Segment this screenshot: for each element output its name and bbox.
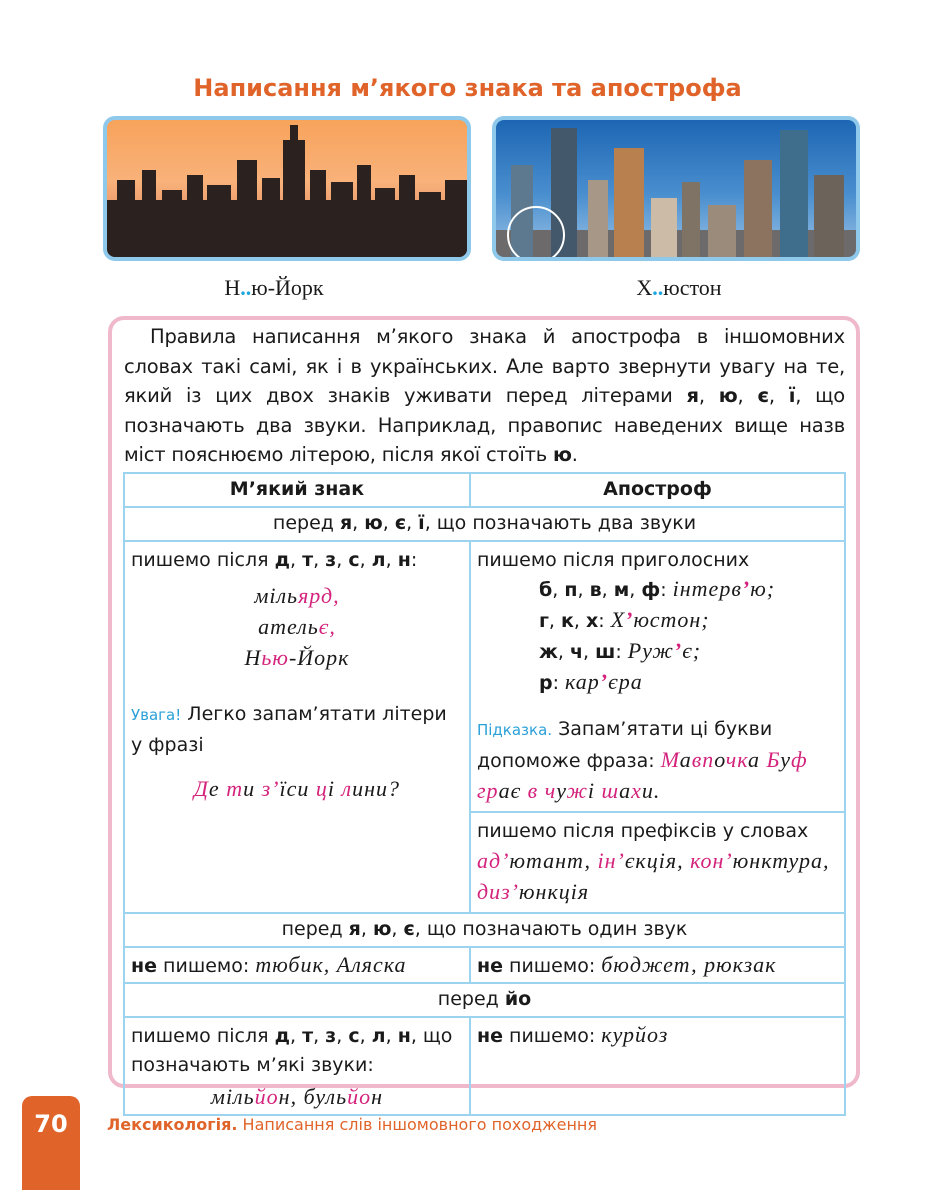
- example-new-york: Нью-Йорк: [244, 645, 350, 670]
- houston-caption: Х..юстон: [636, 275, 722, 300]
- footer-section: Лексикологія.: [107, 1115, 238, 1134]
- apostrophe-line-bpvmf: б, п, в, м, ф: інтерв’ю;: [538, 576, 776, 601]
- one-sound-row: перед я, ю, є, що позначають один звук: [124, 913, 845, 947]
- apostrophe-prefix-cell: пишемо після префіксів у словах ад’ютант, ін’єкція, кон’юнктура, диз’юнкція: [470, 812, 845, 913]
- hint-phrase: Мавпочка Буф грає в чужі шахи.: [476, 747, 808, 803]
- soft-sign-header: М’який знак: [124, 473, 470, 507]
- no-apostrophe-cell: не пишемо: бюджет, рюкзак: [470, 947, 845, 983]
- intro-paragraph: Правила написання м’якого знака й апострофа в іншомовних словах такі самі, як і в українських. Але варто звернути увагу на те, який із цих двох знаків уживати перед літерами я, ю, є, ї, що позначають два звуки. Наприклад, правопис наведених вище назв міст пояснюємо літерою, після якої стоїть ю.: [124, 325, 845, 466]
- apostrophe-line-zhchsh: ж, ч, ш: Руж’є;: [538, 638, 702, 663]
- attention-note: Увага! Легко запам’ятати літери у фразі: [131, 703, 447, 756]
- mnemonic-phrase: Де ти з’їси ці лини?: [193, 776, 401, 801]
- rules-table: [123, 472, 846, 1116]
- example-atelye: ательє,: [258, 614, 336, 639]
- yo-apostrophe-cell: не пишемо: курйоз: [470, 1017, 845, 1115]
- no-soft-sign-cell: не пишемо: тюбик, Аляска: [124, 947, 470, 983]
- apostrophe-line-r: р: кар’єра: [538, 669, 643, 694]
- example-milyard: мільярд,: [254, 583, 340, 608]
- yo-soft-sign-cell: пишемо після д, т, з, с, л, н, що позначають м’які звуки: мільйон, бульйон: [124, 1017, 470, 1115]
- two-sounds-row: перед я, ю, є, ї, що позначають два звуки: [124, 507, 845, 541]
- running-footer: [107, 1115, 597, 1134]
- yo-examples: мільйон, бульйон: [210, 1084, 384, 1109]
- apostrophe-line-gkh: г, к, х: Х’юстон;: [538, 607, 710, 632]
- footer-topic: Написання слів іншомовного походження: [237, 1115, 597, 1134]
- houston-photo: [492, 116, 860, 261]
- new-york-photo: [103, 116, 471, 261]
- new-york-caption: Н..ю-Йорк: [224, 275, 324, 300]
- apostrophe-header: Апостроф: [470, 473, 845, 507]
- yo-row: перед йо: [124, 983, 845, 1017]
- page-title: Написання м’якого знака та апострофа: [193, 74, 742, 102]
- soft-sign-two-sounds-cell: пишемо після д, т, з, с, л, н: мільярд, ательє, Нью-Йорк Увага! Легко запам’ятати літери у фразі Де ти з’їси ці лини?: [124, 541, 470, 913]
- hint-note: Підказка. Запам’ятати ці букви допоможе фраза: Мавпочка Буф грає в чужі шахи.: [476, 718, 808, 803]
- apostrophe-consonants-cell: пишемо після приголосних б, п, в, м, ф: інтерв’ю; г, к, х: Х’юстон; ж, ч, ш: Руж’є; р: кар’єра Підказка. Запам’ятати ці букви допоможе фраза: Мавпочка Буф грає в чужі шахи.: [470, 541, 845, 812]
- page-number: 70: [34, 1110, 68, 1138]
